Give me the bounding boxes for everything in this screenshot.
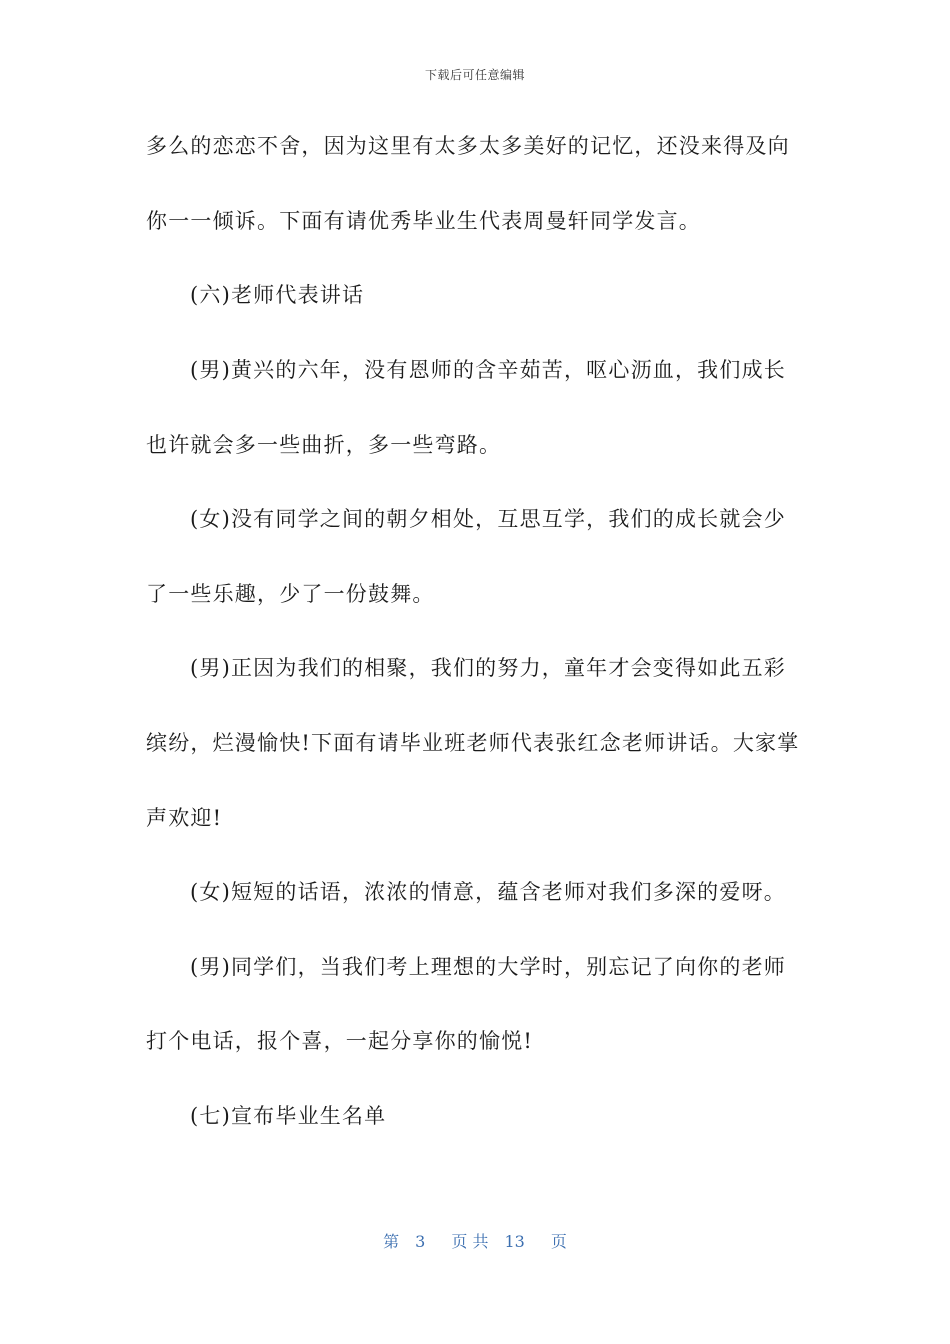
text-line: (男)同学们，当我们考上理想的大学时，别忘记了向你的老师 bbox=[190, 955, 786, 979]
footer-suffix: 页 bbox=[550, 1232, 567, 1251]
text-line: (男)黄兴的六年，没有恩师的含辛茹苦，呕心沥血，我们成长 bbox=[190, 358, 786, 382]
page-footer bbox=[0, 1229, 950, 1252]
header-note: 下载后可任意编辑 bbox=[424, 68, 525, 82]
text-line: 你一一倾诉。下面有请优秀毕业生代表周曼轩同学发言。 bbox=[146, 209, 701, 233]
text-line: (女)短短的话语，浓浓的情意，蕴含老师对我们多深的爱呀。 bbox=[190, 880, 786, 904]
text-line: 了一些乐趣，少了一份鼓舞。 bbox=[146, 582, 435, 606]
section-heading: (六)老师代表讲话 bbox=[190, 283, 365, 307]
text-line: 缤纷，烂漫愉快!下面有请毕业班老师代表张红念老师讲话。大家掌 bbox=[146, 731, 800, 755]
text-line: 也许就会多一些曲折，多一些弯路。 bbox=[146, 433, 502, 457]
total-pages-number: 13 bbox=[504, 1232, 525, 1251]
text-line: 声欢迎! bbox=[146, 806, 223, 830]
footer-middle: 页 共 bbox=[451, 1232, 489, 1251]
text-line: (女)没有同学之间的朝夕相处，互思互学，我们的成长就会少 bbox=[190, 507, 786, 531]
text-line: 打个电话，报个喜，一起分享你的愉悦! bbox=[146, 1029, 534, 1053]
text-line: 多么的恋恋不舍，因为这里有太多太多美好的记忆，还没来得及向 bbox=[146, 134, 790, 158]
section-heading: (七)宣布毕业生名单 bbox=[190, 1104, 387, 1128]
current-page-number: 3 bbox=[415, 1232, 426, 1251]
text-line: (男)正因为我们的相聚，我们的努力，童年才会变得如此五彩 bbox=[190, 656, 786, 680]
footer-prefix: 第 bbox=[383, 1232, 400, 1251]
